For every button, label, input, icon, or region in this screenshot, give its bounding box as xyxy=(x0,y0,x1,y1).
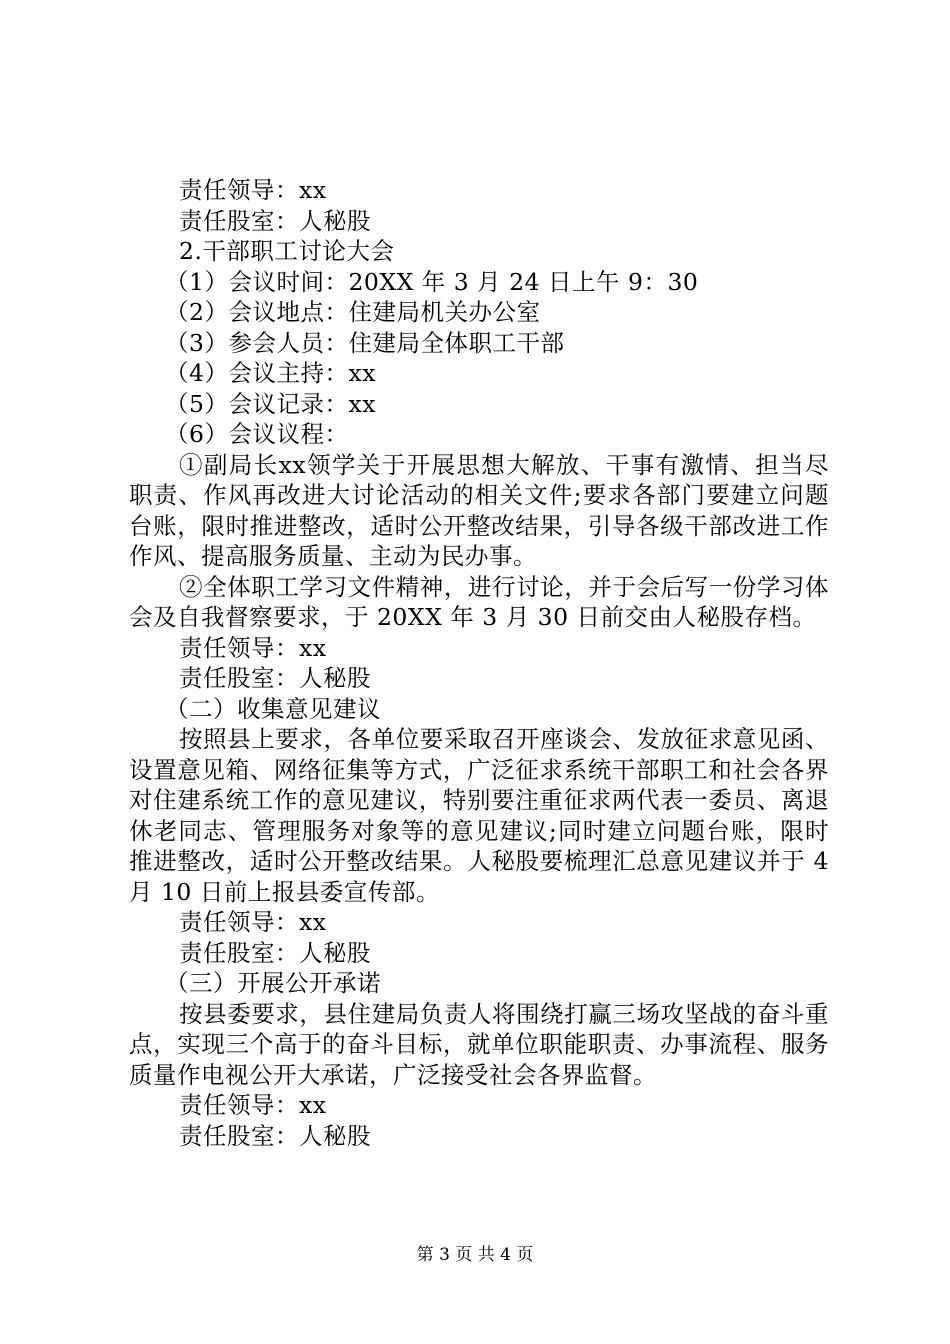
page-number-footer: 第 3 页 共 4 页 xyxy=(416,1245,534,1265)
responsible-office-line: 责任股室：人秘股 xyxy=(179,206,371,235)
section-heading-meeting: 2.干部职工讨论大会 xyxy=(179,237,395,265)
responsible-leader-line: 责任领导：xx xyxy=(179,633,327,662)
section-heading-collect-opinions: （二）收集意见建议 xyxy=(165,694,381,723)
responsible-office-line: 责任股室：人秘股 xyxy=(179,664,371,692)
meeting-location-line: （2）会议地点：住建局机关办公室 xyxy=(165,298,541,326)
responsible-office-line: 责任股室：人秘股 xyxy=(179,938,371,967)
responsible-office-line: 责任股室：人秘股 xyxy=(179,1121,371,1150)
section-heading-public-commitment: （三）开展公开承诺 xyxy=(165,969,381,997)
meeting-agenda-line: （6）会议议程： xyxy=(165,420,349,448)
meeting-recorder-line: （5）会议记录：xx xyxy=(165,389,376,418)
responsible-leader-line: 责任领导：xx xyxy=(179,1091,327,1119)
document-body xyxy=(129,175,829,1151)
agenda-item-2-paragraph: ②全体职工学习文件精神，进行讨论，并于会后写一份学习体会及自我督察要求，于 20XX 年 3 月 30 日前交由人秘股存档。 xyxy=(129,572,829,631)
responsible-leader-line: 责任领导：xx xyxy=(179,908,327,936)
meeting-attendees-line: （3）参会人员：住建局全体职工干部 xyxy=(165,328,565,357)
public-commitment-paragraph: 按县委要求，县住建局负责人将围绕打赢三场攻坚战的奋斗重点，实现三个高于的奋斗目标，就单位职能职责、办事流程、服务质量作电视公开大承诺，广泛接受社会各界监督。 xyxy=(129,999,829,1089)
meeting-host-line: （4）会议主持：xx xyxy=(165,359,376,387)
meeting-time-line: （1）会议时间：20XX 年 3 月 24 日上午 9：30 xyxy=(165,267,699,296)
responsible-leader-line: 责任领导：xx xyxy=(179,176,327,204)
collect-opinions-paragraph: 按照县上要求，各单位要采取召开座谈会、发放征求意见函、设置意见箱、网络征集等方式，广泛征求系统干部职工和社会各界对住建系统工作的意见建议，特别要注重征求两代表一委员、离退休老同志、管理服务对象等的意见建议;同时建立问题台账，限时推进整改，适时公开整改结果。人秘股要梳理汇总意见建议并于 4 月 10 日前上报县委宣传部。 xyxy=(129,725,829,906)
agenda-item-1-paragraph: ①副局长xx领学关于开展思想大解放、干事有激情、担当尽职责、作风再改进大讨论活动的相关文件;要求各部门要建立问题台账，限时推进整改，适时公开整改结果，引导各级干部改进工作作风、提高服务质量、主动为民办事。 xyxy=(129,450,829,570)
